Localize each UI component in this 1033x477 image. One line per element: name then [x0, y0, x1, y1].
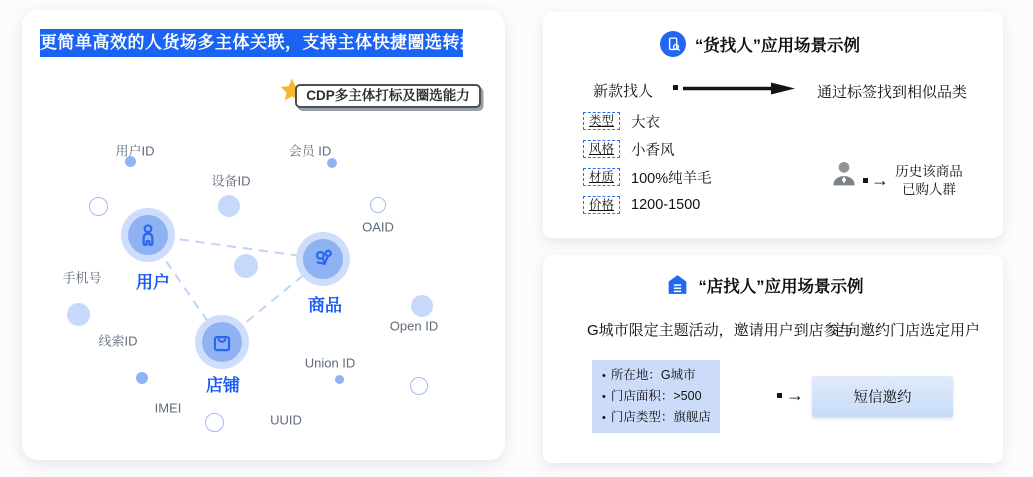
id-dot — [411, 295, 433, 317]
audience-line1: 历史该商品 — [895, 164, 963, 179]
id-label-open-id: Open ID — [389, 318, 439, 334]
id-label-phone: 手机号 — [62, 270, 102, 286]
tag-chip-type: 类型 — [583, 112, 620, 130]
tag-list — [583, 107, 712, 219]
audience-line2: 已购人群 — [902, 182, 956, 198]
id-dot — [234, 254, 258, 278]
flow-arrow-icon — [683, 81, 795, 96]
goods-panel-header — [543, 31, 1003, 57]
id-label-lead-id: 线索ID — [98, 333, 138, 349]
node-store — [195, 315, 249, 369]
storefront-icon — [665, 272, 690, 297]
tag-chip-material: 材质 — [583, 168, 620, 186]
node-label-goods: 商品 — [308, 296, 342, 315]
id-dot — [67, 303, 90, 326]
node-label-store: 店铺 — [206, 376, 240, 395]
id-dot — [370, 197, 386, 213]
id-label-user-id: 用户ID — [115, 143, 155, 159]
audience-arrow-icon: → — [871, 170, 889, 190]
store-panel-title: “店找人”应用场景示例 — [698, 277, 864, 296]
id-dot — [335, 375, 344, 384]
tag-chip-price: 价格 — [583, 196, 620, 214]
phone-search-icon — [660, 31, 686, 57]
id-dot — [327, 158, 337, 168]
id-label-member-id: 会员 ID — [288, 143, 332, 159]
id-dot — [218, 195, 240, 217]
tag-row — [583, 163, 712, 191]
criteria-item-type: • 门店类型：旗舰店 — [602, 407, 711, 428]
store-scenario-text: G城市限定主题活动，邀请用户到店参与 — [587, 322, 854, 339]
person-avatar-icon — [828, 158, 860, 190]
node-user — [121, 208, 175, 262]
goods-panel-title: “货找人”应用场景示例 — [695, 37, 860, 55]
store-criteria-box — [592, 360, 720, 433]
id-label-oaid: OAID — [362, 219, 394, 235]
criteria-item-area: • 门店面积：>500 — [602, 386, 711, 407]
entity-links — [22, 10, 505, 460]
store-action-text: 定向邀约门店选定用户 — [830, 322, 981, 339]
criteria-list — [592, 365, 711, 427]
invite-dot — [777, 393, 782, 398]
node-goods — [296, 232, 350, 286]
id-dot — [136, 372, 148, 384]
store-scenario-panel — [543, 255, 1003, 463]
shopping-bag-icon — [209, 329, 235, 355]
id-dot — [89, 197, 108, 216]
goods-pins-icon — [310, 246, 336, 272]
tag-value-material: 100%纯羊毛 — [631, 170, 712, 187]
tag-row — [583, 191, 712, 219]
id-label-uuid: UUID — [270, 412, 302, 428]
audience-dot — [863, 178, 868, 183]
flow-source-label: 新款找人 — [593, 83, 654, 100]
cdp-capability-badge: CDP多主体打标及圈选能力 — [295, 84, 481, 108]
id-label-imei: IMEI — [154, 400, 182, 416]
node-label-user: 用户 — [136, 273, 170, 292]
tag-value-price: 1200-1500 — [631, 197, 701, 213]
audience-text — [892, 163, 966, 199]
tag-row — [583, 135, 712, 163]
sms-invite-button[interactable]: 短信邀约 — [812, 376, 953, 417]
criteria-item-location: • 所在地：G城市 — [602, 365, 711, 386]
tag-value-style: 小香风 — [631, 142, 675, 159]
cdp-diagram-card — [22, 10, 505, 460]
flow-target-label: 通过标签找到相似品类 — [817, 84, 968, 101]
id-dot — [205, 413, 224, 432]
flow-dot — [673, 85, 678, 90]
goods-scenario-panel — [543, 12, 1003, 238]
store-panel-header — [543, 272, 1003, 297]
id-label-union-id: Union ID — [304, 355, 356, 371]
tag-row — [583, 107, 712, 135]
tag-value-type: 大衣 — [631, 114, 661, 131]
headline-banner: 更简单高效的人货场多主体关联，支持主体快捷圈选转换 — [40, 29, 463, 57]
person-icon — [135, 222, 161, 248]
invite-arrow-icon: → — [786, 385, 804, 405]
id-label-device-id: 设备ID — [211, 173, 251, 189]
tag-chip-style: 风格 — [583, 140, 620, 158]
id-dot — [410, 377, 428, 395]
